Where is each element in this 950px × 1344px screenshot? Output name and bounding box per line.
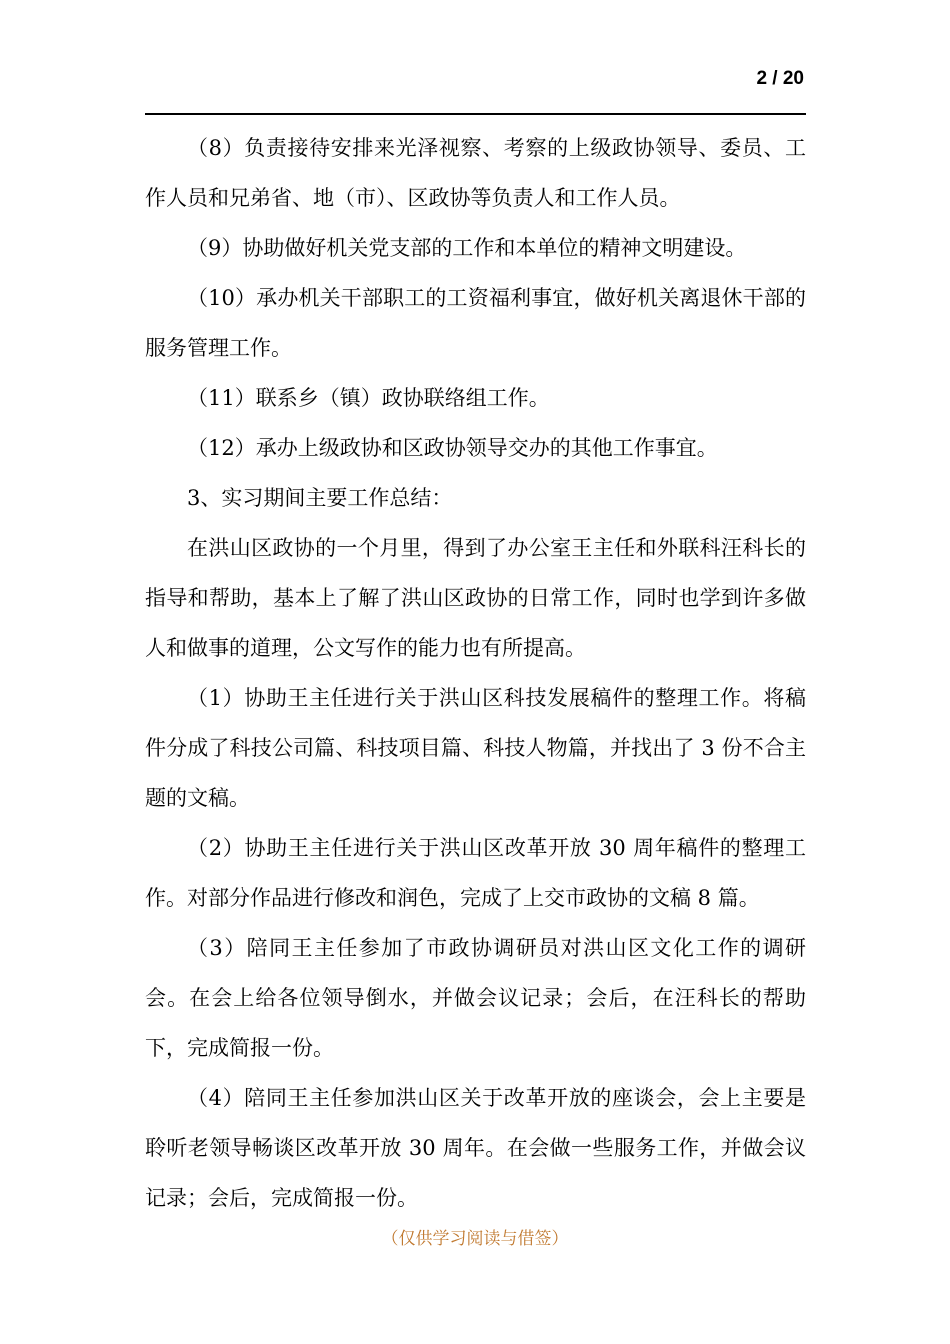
paragraph-duty-10: （10）承办机关干部职工的工资福利事宜，做好机关离退休干部的服务管理工作。 bbox=[145, 286, 806, 360]
paragraph-duty-12: （12）承办上级政协和区政协领导交办的其他工作事宜。 bbox=[187, 436, 718, 460]
footer-note: （仅供学习阅读与借签） bbox=[381, 1229, 569, 1249]
document-body bbox=[145, 123, 806, 1223]
paragraph-work-4: （4）陪同王主任参加洪山区关于改革开放的座谈会，会上主要是聆听老领导畅谈区改革开放 30 周年。在会做一些服务工作，并做会议记录；会后，完成简报一份。 bbox=[145, 1086, 806, 1210]
paragraph-duty-9: （9）协助做好机关党支部的工作和本单位的精神文明建设。 bbox=[187, 236, 747, 260]
paragraph-duty-8: （8）负责接待安排来光泽视察、考察的上级政协领导、委员、工作人员和兄弟省、地（市）、区政协等负责人和工作人员。 bbox=[145, 136, 806, 210]
paragraph-work-1: （1）协助王主任进行关于洪山区科技发展稿件的整理工作。将稿件分成了科技公司篇、科技项目篇、科技人物篇，并找出了 3 份不合主题的文稿。 bbox=[145, 686, 806, 810]
paragraph-work-3: （3）陪同王主任参加了市政协调研员对洪山区文化工作的调研会。在会上给各位领导倒水，并做会议记录；会后，在汪科长的帮助下，完成简报一份。 bbox=[145, 936, 806, 1060]
header-divider bbox=[145, 113, 806, 115]
section-heading-summary: 3、实习期间主要工作总结： bbox=[187, 486, 453, 510]
paragraph-duty-11: （11）联系乡（镇）政协联络组工作。 bbox=[187, 386, 550, 410]
page-number: 2 / 20 bbox=[756, 68, 804, 89]
paragraph-work-2: （2）协助王主任进行关于洪山区改革开放 30 周年稿件的整理工作。对部分作品进行修改和润色，完成了上交市政协的文稿 8 篇。 bbox=[145, 836, 806, 910]
paragraph-summary-intro: 在洪山区政协的一个月里，得到了办公室王主任和外联科汪科长的指导和帮助，基本上了解了洪山区政协的日常工作，同时也学到许多做人和做事的道理，公文写作的能力也有所提高。 bbox=[145, 536, 806, 660]
